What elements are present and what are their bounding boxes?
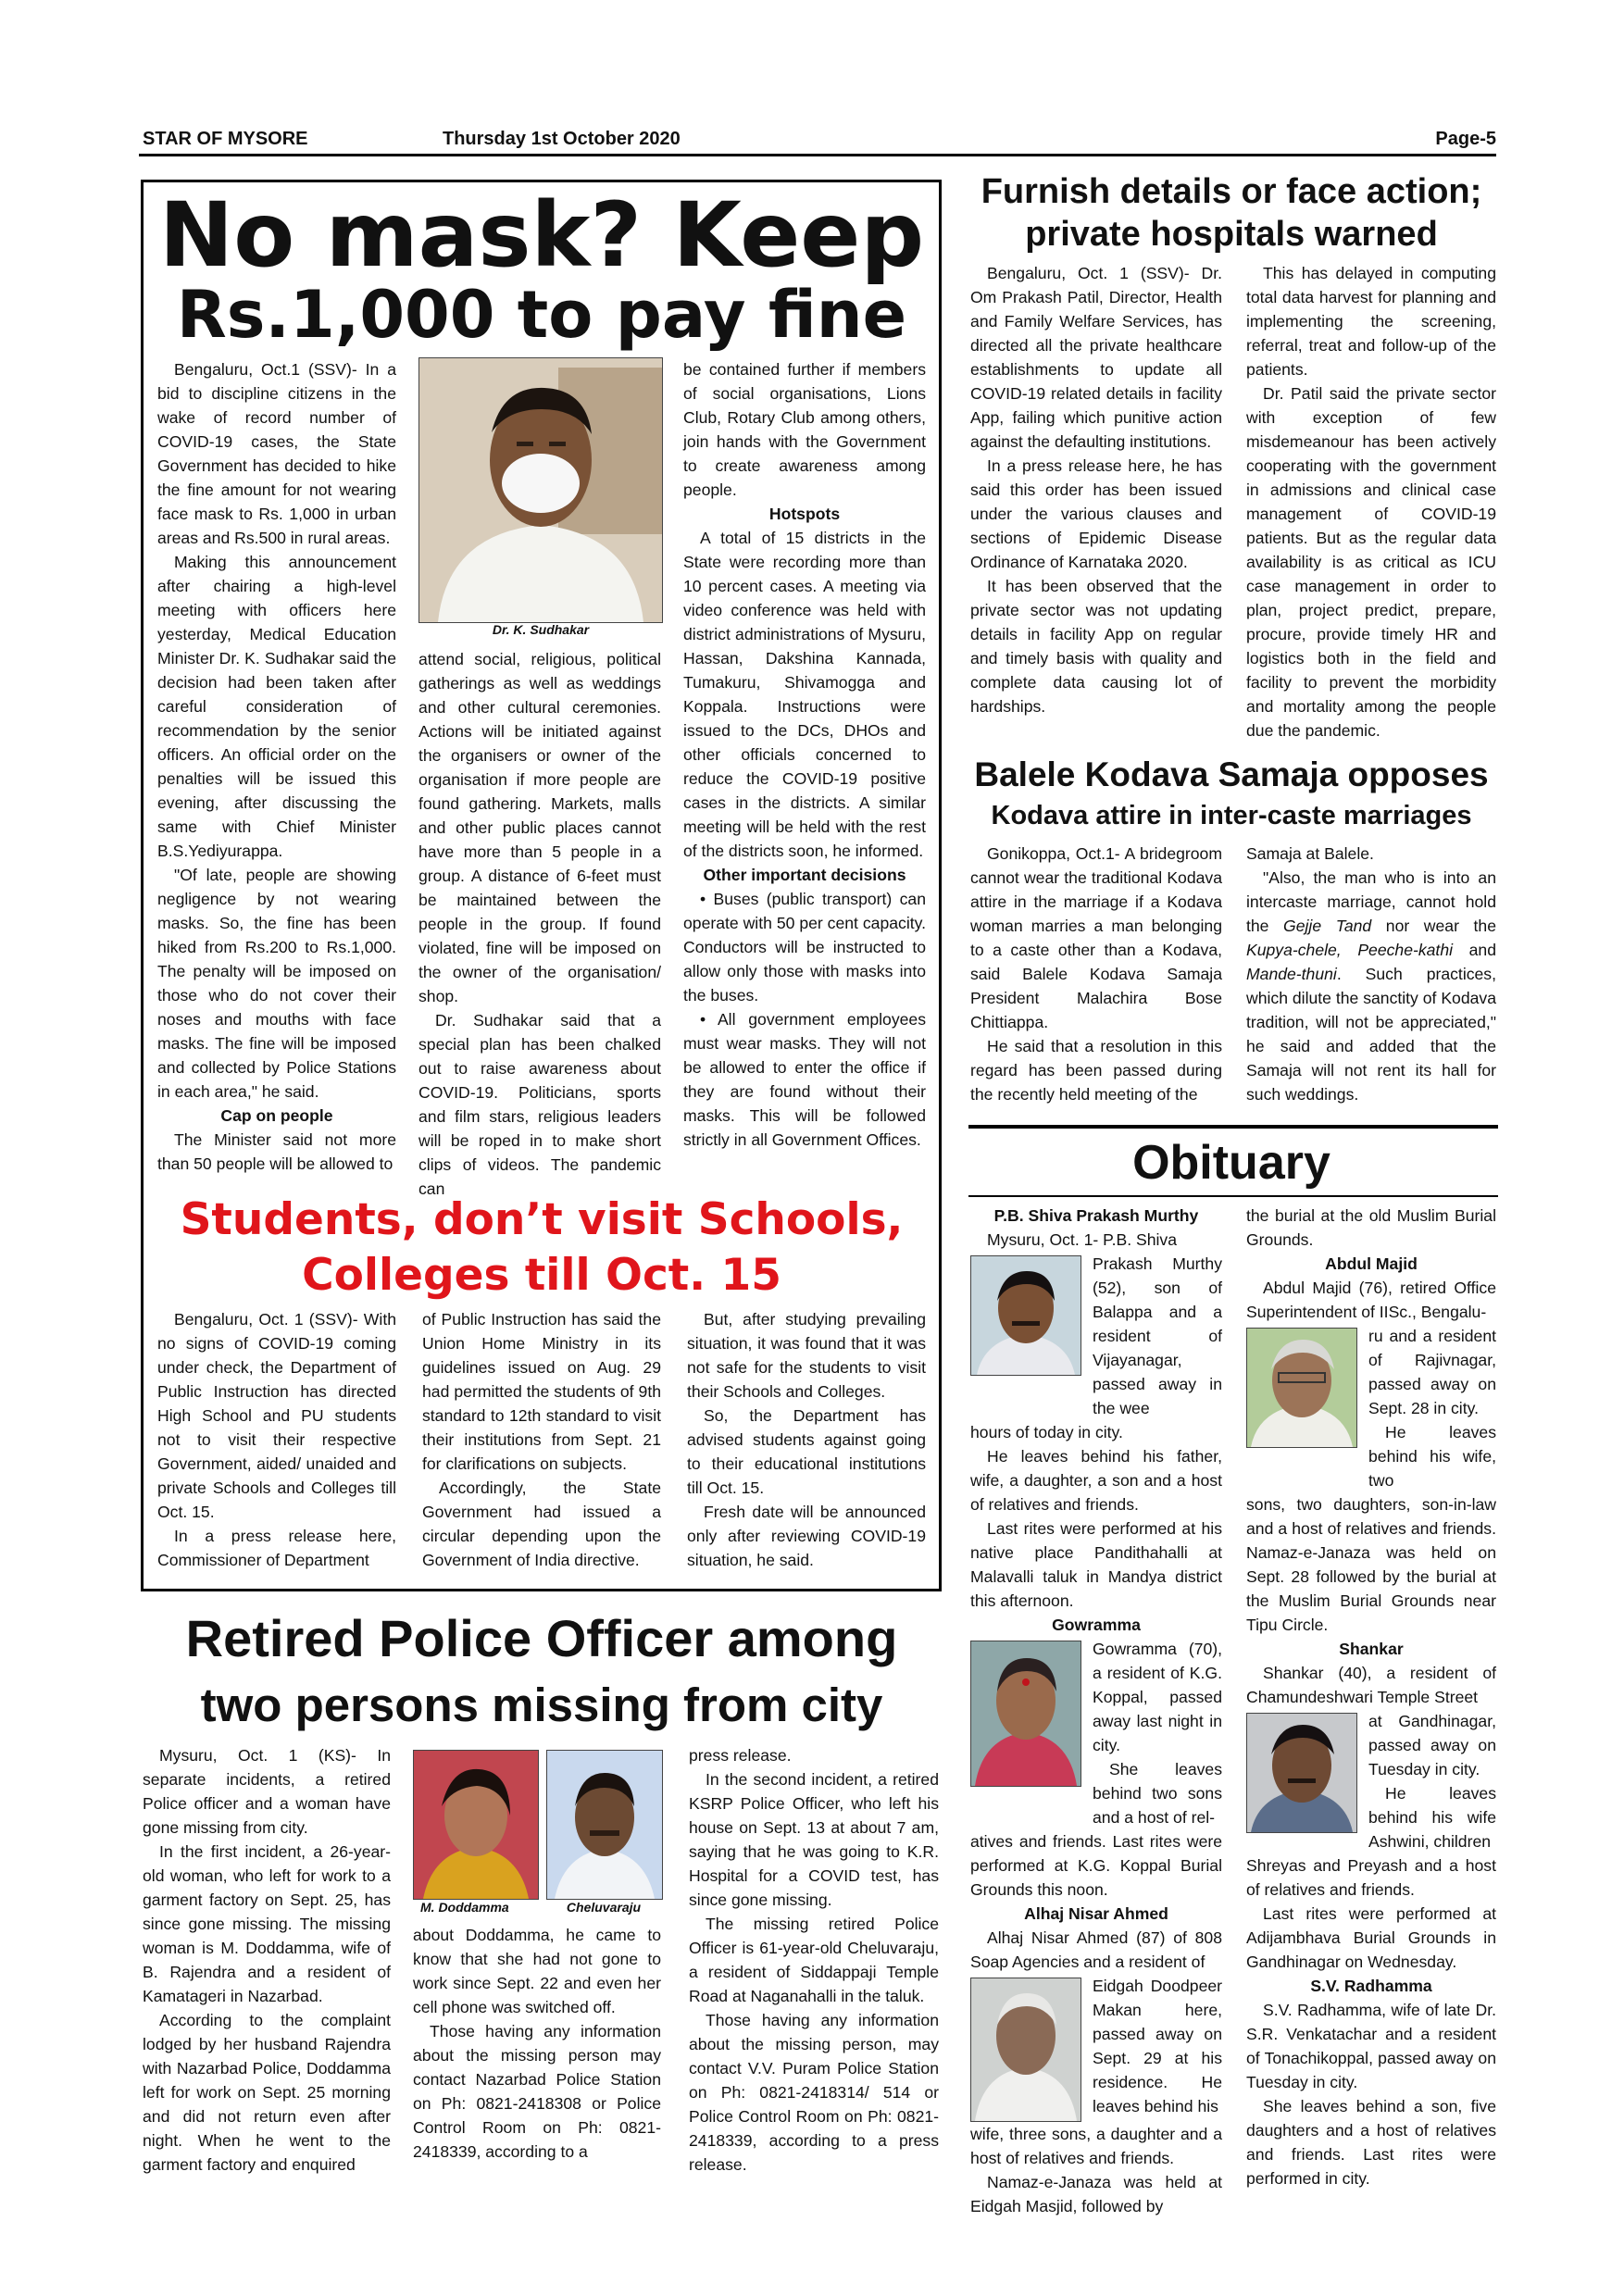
majid-wrap-text-1: ru and a resident of Rajivnagar, passed away on Sept. 28 in city. (1368, 1327, 1496, 1417)
portrait-icon (971, 1978, 1081, 2121)
paragraph: In the second incident, a retired KSRP Police Officer, who left his house on Sept. 13 at about 7 am, saying that he was going to K.R. Hospital for a COVID test, has since gone missing. (689, 1770, 939, 1909)
paragraph: be contained further if members of social organisations, Lions Club, Rotary Club among others, join hands with the Government to create awareness among people. (683, 360, 926, 499)
masthead-paper: STAR OF MYSORE (143, 129, 308, 149)
nisar-block (970, 1974, 1222, 2122)
paragraph: Abdul Majid (76), retired Office Superintendent of IISc., Bengalu- (1246, 1279, 1496, 1321)
obituary-name: Gowramma (1052, 1616, 1141, 1634)
attire-term: Mande-thuni (1246, 965, 1337, 983)
paragraph: Shankar (40), a resident of Chamundeshwari Temple Street (1246, 1664, 1496, 1706)
paragraph: Last rites were performed at Adijambhava Burial Grounds in Gandhinagar on Wednesday. (1246, 1904, 1496, 1971)
majid-photo (1246, 1328, 1357, 1448)
sudhakar-photo (418, 357, 663, 623)
kodava-headline-1: Balele Kodava Samaja opposes (974, 755, 1489, 793)
police-headline-1: Retired Police Officer among (185, 1609, 898, 1667)
students-headline-1: Students, don’t visit Schools, (180, 1194, 904, 1245)
mask-column-1 (157, 357, 396, 1176)
paragraph: According to the complaint lodged by her husband Rajendra with Nazarbad Police, Doddamma left for work on Sept. 25 morning and did not return even after night. When he went to the garment factory and enquired (143, 2011, 391, 2174)
paragraph: sons, two daughters, son-in-law and a host of relatives and friends. Namaz-e-Janaza was held on Sept. 28 followed by the burial at the Muslim Burial Grounds near Tipu Circle. (1246, 1495, 1496, 1634)
paragraph: Samaja at Balele. (1246, 844, 1374, 863)
paragraph: He said that a resolution in this regard has been passed during the recently held meeting of the (970, 1037, 1222, 1104)
sudhakar-caption: Dr. K. Sudhakar (492, 622, 590, 637)
paragraph: Mysuru, Oct. 1- P.B. Shiva (987, 1230, 1178, 1249)
obituary-name: S.V. Radhamma (1310, 1977, 1432, 1995)
nisar-wrap-text: Eidgah Doodpeer Makan here, passed away on Sept. 29 at his residence. He leaves behind his (1093, 1977, 1222, 2115)
students-column-1 (157, 1307, 396, 1572)
paragraph: Fresh date will be announced only after reviewing COVID-19 situation, he said. (687, 1503, 926, 1569)
police-column-3 (689, 1743, 939, 2177)
shankar-block (1246, 1709, 1496, 1853)
obituary-name: Abdul Majid (1325, 1254, 1418, 1273)
paragraph: In a press release here, he has said this order has been issued under the various clauses and sections of Epidemic Disease Ordinance of Karnataka 2020. (970, 456, 1222, 571)
paragraph: A total of 15 districts in the State were recording more than 10 percent cases. A meeting via video conference was held with district administrations of Mysuru, Hassan, Dakshina Kannada, Tumakuru, Shivamogga and Koppala. Instructions were issued to the DCs, DHOs and other officials concerned to reduce the COVID-19 positive cases in the districts. A similar meeting will be held with the rest of the districts soon, he informed. (683, 529, 926, 860)
paragraph: It has been observed that the private sector was not updating details in facility App on regular and timely basis with quality and complete data causing lot of hardships. (970, 577, 1222, 716)
portrait-icon (971, 1256, 1081, 1375)
obituary-top-rule (968, 1125, 1498, 1129)
majid-wrap-text-2: He leaves behind his wife, two (1368, 1423, 1496, 1490)
portrait-icon (1247, 1714, 1356, 1832)
paragraph: • Buses (public transport) can operate with 50 per cent capacity. Conductors will be instructed to allow only those with masks into the buses. (683, 890, 926, 1004)
paragraph: He leaves behind his father, wife, a daughter, a son and a host of relatives and friends. (970, 1447, 1222, 1514)
paragraph: In the first incident, a 26-year-old woman, who left for work to a garment factory on Sept. 25, has since gone missing. The missing woman is M. Doddamma, wife of B. Rajendra and a resident of Kamatageri in Nazarbad. (143, 1842, 391, 2005)
attire-term: Kupya-chele, Peeche-kathi (1246, 941, 1454, 959)
police-column-1 (143, 1743, 391, 2177)
paragraph: Dr. Sudhakar said that a special plan has been chalked out to raise awareness about COVID-19. Politicians, sports and film stars, religious leaders will be roped in to make short clips of videos. The pandemic can (418, 1011, 661, 1198)
masthead-date: Thursday 1st October 2020 (443, 129, 681, 149)
paragraph: Making this announcement after chairing a high-level meeting with officers here yesterday, Medical Education Minister Dr. K. Sudhakar said the decision had been taken after careful consideration of recommendation by the senior officers. An official order on the penalties will be issued this evening, after discussing the same with Chief Minister B.S.Yediyurappa. (157, 553, 396, 860)
paragraph: Bengaluru, Oct. 1 (SSV)- With no signs of COVID-19 coming under check, the Department of Public Instruction has directed High School and PU students not to visit their respective Government, aided/ unaided and private Schools and Colleges till Oct. 15. (157, 1310, 396, 1521)
paragraph: Those having any information about the missing person may contact Nazarbad Police Station on Ph: 0821-2418308 or Police Control Room on Ph: 0821-2418339, according to a (413, 2022, 661, 2161)
paragraph: The missing retired Police Officer is 61-year-old Cheluvaraju, a resident of Siddappaji Temple Road at Naganahalli in the taluk. (689, 1915, 939, 2005)
paragraph: This has delayed in computing total data harvest for planning and implementing the screening, referral, treat and follow-up of the patients. (1246, 264, 1496, 379)
students-column-2 (422, 1307, 661, 1572)
paragraph: In a press release here, Commissioner of Department (157, 1527, 396, 1569)
obituary-name: Shankar (1339, 1640, 1404, 1658)
kodava-column-1 (970, 842, 1222, 1106)
obituary-title: Obituary (1132, 1136, 1330, 1190)
furnish-column-1 (970, 261, 1222, 718)
murthy-photo (970, 1255, 1081, 1376)
paragraph: atives and friends. Last rites were performed at K.G. Koppal Burial Grounds this noon. (970, 1832, 1222, 1899)
furnish-headline-2: private hospitals warned (1025, 215, 1438, 254)
cheluvaraju-caption: Cheluvaraju (566, 1900, 642, 1915)
paragraph: Last rites were performed at his native place Pandithahalli at Malavalli taluk in Mandya district this afternoon. (970, 1519, 1222, 1610)
subheading: Hotspots (768, 505, 841, 523)
paragraph: Mysuru, Oct. 1 (KS)- In separate incidents, a retired Police officer and a woman have gone missing from city. (143, 1746, 391, 1837)
murthy-wrap-text: Prakash Murthy (52), son of Balappa and a resident of Vijayanagar, passed away in the wee (1093, 1254, 1222, 1417)
gowramma-photo (970, 1641, 1081, 1787)
text-run: and (1453, 941, 1496, 959)
furnish-column-2 (1246, 261, 1496, 742)
paragraph: hours of today in city. (970, 1423, 1123, 1441)
shankar-photo (1246, 1713, 1357, 1833)
paragraph: She leaves behind a son, five daughters and a host of relatives and friends. Last rites were performed in city. (1246, 2097, 1496, 2188)
paragraph: Bengaluru, Oct.1 (SSV)- In a bid to discipline citizens in the wake of record number of COVID-19 cases, the State Government has decided to hike the fine amount for not wearing face mask to Rs. 1,000 in urban areas and Rs.500 in rural areas. (157, 360, 396, 547)
paragraph: press release. (689, 1746, 792, 1765)
furnish-headline-1: Furnish details or face action; (981, 172, 1482, 211)
paragraph: Dr. Patil said the private sector with exception of few misdemeanour has been actively cooperating with the government in admissions and clinical case management of COVID-19 patients. But as the regular data availability is as critical as ICU case management in order to plan, project predict, prepare, procure, provide timely HR and logistics both in the field and facility to prevent the morbidity and mortality among the people due the pandemic. (1246, 384, 1496, 740)
nisar-photo (970, 1978, 1081, 2122)
paragraph: Bengaluru, Oct. 1 (SSV)- Dr. Om Prakash Patil, Director, Health and Family Welfare Services, has directed all the private healthcare establishments to update all COVID-19 related details in facility App, failing which punitive action against the defaulting institutions. (970, 264, 1222, 451)
gowramma-wrap-text-1: Gowramma (70), a resident of K.G. Koppal, passed away last night in city. (1093, 1640, 1222, 1754)
paragraph: Namaz-e-Janaza was held at Eidgah Masjid, followed by (970, 2173, 1222, 2215)
portrait-icon (419, 358, 662, 622)
masthead-rule (139, 154, 1496, 156)
obituary-column-1 (970, 1204, 1222, 2218)
paragraph: S.V. Radhamma, wife of late Dr. S.R. Venkatachar and a resident of Tonachikoppal, passed away on Tuesday in city. (1246, 2001, 1496, 2091)
obituary-bottom-rule (968, 1195, 1498, 1197)
gowramma-block (970, 1637, 1222, 1829)
paragraph: the burial at the old Muslim Burial Grounds. (1246, 1206, 1496, 1249)
police-headline-2: two persons missing from city (200, 1678, 883, 1731)
text-run: . Such practices, which dilute the sanctity of Kodava tradition, will not be appreciated," he said and added that the Samaja will not rent its hall for such weddings. (1246, 965, 1496, 1104)
shankar-wrap-text-1: at Gandhinagar, passed away on Tuesday in city. (1368, 1712, 1496, 1778)
mask-headline-1: No mask? Keep (158, 183, 925, 287)
paragraph: attend social, religious, political gatherings as well as weddings and other cultural ceremonies. Actions will be initiated against the organisers or owner of the organisation if more people are found gathering. Markets, malls and other public places cannot have more than 5 people in a group. A distance of 6-feet must be maintained between the people in the group. If found violated, fine will be imposed on the owner of the organisation/ shop. (418, 650, 661, 1005)
kodava-headline-2: Kodava attire in inter-caste marriages (991, 801, 1472, 830)
obituary-name: P.B. Shiva Prakash Murthy (993, 1206, 1199, 1225)
paragraph: • All government employees must wear masks. They will not be allowed to enter the office if they are found without their masks. This will be followed strictly in all Government Offices. (683, 1010, 926, 1149)
paragraph: Alhaj Nisar Ahmed (87) of 808 Soap Agencies and a resident of (970, 1928, 1222, 1971)
cheluvaraju-photo (546, 1750, 663, 1900)
subheading: Cap on people (220, 1106, 333, 1125)
students-column-3 (687, 1307, 926, 1572)
majid-block (1246, 1324, 1496, 1492)
paragraph: Gonikoppa, Oct.1- A bridegroom cannot wear the traditional Kodava attire in the marriage if a Kodava woman marries a man belonging to a caste other than a Kodava, said Balele Kodava Samaja President Malachira Bose Chittiappa. (970, 844, 1222, 1031)
gowramma-wrap-text-2: She leaves behind two sons and a host of rel- (1093, 1760, 1222, 1827)
text-run: "Also, the man who is into an intercaste marriage, cannot hold the (1246, 868, 1496, 935)
shankar-wrap-text-2: He leaves behind his wife Ashwini, children (1368, 1784, 1496, 1851)
mask-headline-2: Rs.1,000 to pay fine (176, 277, 907, 353)
portrait-icon (1247, 1329, 1356, 1447)
paragraph: wife, three sons, a daughter and a host of relatives and friends. (970, 2125, 1222, 2167)
paragraph: Those having any information about the missing person, may contact V.V. Puram Police Station on Ph: 0821-2418314/ 514 or Police Control Room on Ph: 0821-2418339, according to a press release. (689, 2011, 939, 2174)
paragraph: Accordingly, the State Government had issued a circular depending upon the Government of India directive. (422, 1479, 661, 1569)
kodava-column-2 (1246, 842, 1496, 1106)
paragraph: Shreyas and Preyash and a host of relatives and friends. (1246, 1856, 1496, 1899)
murthy-block (970, 1252, 1222, 1420)
mask-column-2 (418, 647, 661, 1201)
masthead-page: Page-5 (1435, 129, 1496, 149)
paragraph: So, the Department has advised students against going to their educational institutions till Oct. 15. (687, 1406, 926, 1497)
subheading: Other important decisions (703, 866, 906, 884)
obituary-name: Alhaj Nisar Ahmed (1024, 1904, 1168, 1923)
portrait-icon (414, 1751, 538, 1899)
attire-term: Gejje Tand (1283, 917, 1372, 935)
doddamma-caption: M. Doddamma (420, 1900, 509, 1915)
paragraph (1246, 866, 1496, 1106)
doddamma-photo (413, 1750, 539, 1900)
mask-column-3 (683, 357, 926, 1152)
portrait-icon (971, 1641, 1081, 1786)
paragraph: about Doddamma, he came to know that she had not gone to work since Sept. 22 and even her cell phone was switched off. (413, 1926, 661, 2016)
police-column-2 (413, 1923, 661, 2164)
paragraph: of Public Instruction has said the Union Home Ministry in its guidelines issued on Aug. 29 had permitted the students of 9th standard to 12th standard to visit their institutions from Sept. 21 for clarifications on subjects. (422, 1310, 661, 1473)
paragraph: But, after studying prevailing situation, it was found that it was not safe for the students to visit their Schools and Colleges. (687, 1310, 926, 1401)
paragraph: "Of late, people are showing negligence by not wearing masks. So, the fine has been hiked from Rs.200 to Rs.1,000. The penalty will be imposed on those who do not cover their noses and mouths with face masks. The fine will be imposed and collected by Police Stations in each area," he said. (157, 866, 396, 1101)
paragraph: The Minister said not more than 50 people will be allowed to (157, 1130, 396, 1173)
students-headline-2: Colleges till Oct. 15 (302, 1250, 781, 1301)
text-run: nor wear the (1371, 917, 1496, 935)
portrait-icon (547, 1751, 662, 1899)
obituary-column-2 (1246, 1204, 1496, 2190)
